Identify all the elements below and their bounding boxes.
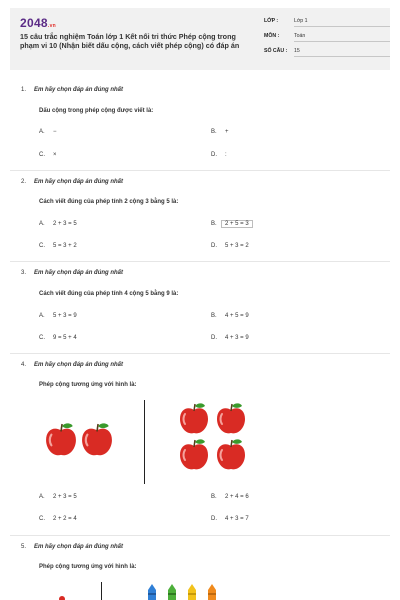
meta-count-value: 15 (294, 48, 390, 57)
question-1-prompt: Dấu cộng trong phép cộng được viết là: (39, 108, 154, 114)
site-logo[interactable]: 2048.vn (20, 16, 57, 30)
question-2-header: 2. Em hãy chọn đáp án đúng nhất (21, 179, 124, 185)
q3-option-d[interactable]: D. 4 + 3 = 9 (211, 335, 249, 341)
figure-divider-line (144, 400, 145, 484)
q2-option-d[interactable]: D. 5 + 3 = 2 (211, 243, 249, 249)
apple-icon (179, 401, 209, 437)
q2-option-a[interactable]: A. 2 + 3 = 5 (39, 221, 77, 227)
q4-option-a[interactable]: A. 2 + 3 = 5 (39, 494, 77, 500)
apple-icon (179, 437, 209, 473)
q1-option-d[interactable]: D. : (211, 152, 227, 158)
question-1-header: 1. Em hãy chọn đáp án đúng nhất (21, 87, 124, 93)
q3-option-a[interactable]: A. 5 + 3 = 9 (39, 313, 77, 319)
question-5-prompt: Phép cộng tương ứng với hình là: (39, 564, 137, 570)
q3-option-c[interactable]: C. 9 = 5 + 4 (39, 335, 77, 341)
crayon-icon (167, 584, 177, 600)
question-4-prompt: Phép cộng tương ứng với hình là: (39, 382, 137, 388)
apple-icon (216, 401, 246, 437)
q4-option-d[interactable]: D. 4 + 3 = 7 (211, 516, 249, 522)
crayon-icon (207, 584, 217, 600)
question-5-header: 5. Em hãy chọn đáp án đúng nhất (21, 544, 124, 550)
apple-icon (81, 420, 113, 460)
meta-count (264, 47, 390, 57)
question-2-prompt: Cách viết đúng của phép tính 2 cộng 3 bằng 5 là: (39, 199, 179, 205)
meta-grade-label: LỚP : (264, 18, 279, 24)
q4-option-c[interactable]: C. 2 + 2 = 4 (39, 516, 77, 522)
divider (10, 170, 390, 171)
crayon-icon (147, 584, 157, 600)
divider (10, 261, 390, 262)
meta-subject-value: Toán (294, 33, 390, 42)
question-3-prompt: Cách viết đúng của phép tính 4 cộng 5 bằng 9 là: (39, 291, 179, 297)
q1-option-a[interactable]: A. − (39, 129, 57, 135)
crayon-icon (187, 584, 197, 600)
divider (10, 535, 390, 536)
q4-option-b[interactable]: B. 2 + 4 = 6 (211, 494, 249, 500)
meta-subject-label: MÔN : (264, 33, 280, 39)
question-3-header: 3. Em hãy chọn đáp án đúng nhất (21, 270, 124, 276)
meta-grade-value: Lớp 1 (294, 18, 390, 27)
meta-grade (264, 17, 390, 27)
apple-icon (58, 594, 66, 600)
apple-icon (45, 420, 77, 460)
q1-option-c[interactable]: C. × (39, 152, 57, 158)
divider (10, 353, 390, 354)
worksheet-header (10, 8, 390, 70)
q1-option-b[interactable]: B. + (211, 129, 229, 135)
worksheet-title: 15 câu trắc nghiệm Toán lớp 1 Kết nối tri thức Phép cộng trong phạm vi 10 (Nhận biết dấu cộng, cách viết phép cộng) có đáp án (20, 32, 240, 51)
figure-divider-line (101, 582, 102, 600)
q2-option-b[interactable]: B. 2 + 5 = 3 (211, 221, 253, 227)
q2-option-c[interactable]: C. 5 = 3 + 2 (39, 243, 77, 249)
question-4-header: 4. Em hãy chọn đáp án đúng nhất (21, 362, 124, 368)
meta-count-label: SỐ CÂU : (264, 48, 288, 54)
q3-option-b[interactable]: B. 4 + 5 = 9 (211, 313, 249, 319)
apple-icon (216, 437, 246, 473)
meta-subject (264, 32, 390, 42)
